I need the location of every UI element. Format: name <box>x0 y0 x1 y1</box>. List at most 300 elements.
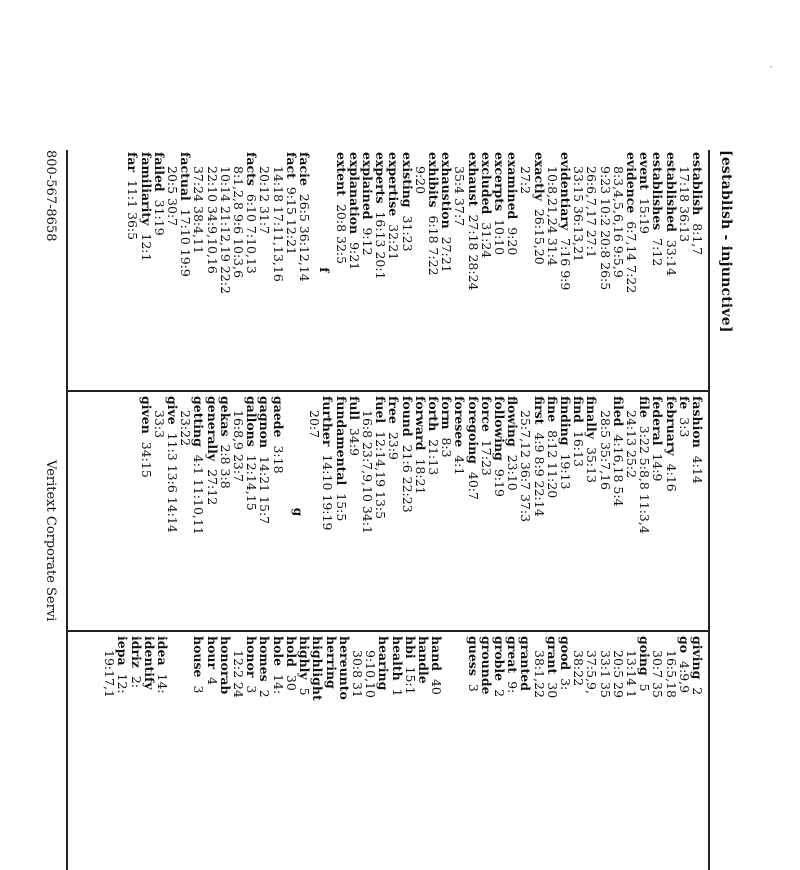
index-entry <box>205 636 218 868</box>
index-entry <box>440 152 453 388</box>
index-term: idea <box>155 636 171 666</box>
index-entry <box>348 152 361 388</box>
index-entry <box>334 152 347 388</box>
index-entry <box>427 152 440 388</box>
page-line-refs: 27:21 <box>439 236 455 273</box>
page-line-refs: 21:6 22:23 <box>399 444 415 513</box>
page-line-refs: 2 <box>690 687 705 696</box>
page-line-refs: 34:15 <box>138 441 154 478</box>
page-line-refs: 17:10 19:9 <box>178 208 194 277</box>
index-term: facie <box>297 152 313 186</box>
index-term: forward <box>412 396 428 451</box>
index-entry <box>466 396 479 628</box>
column-divider-2 <box>68 630 710 632</box>
index-term: federal <box>650 396 666 446</box>
index-term: far <box>125 152 141 173</box>
page-line-refs-continued: 16:8,9 23:7 <box>231 410 247 483</box>
page-line-refs: 34:9 <box>346 427 362 456</box>
page-line-refs: 12: <box>115 673 131 694</box>
page-line-refs: 17:23 <box>478 439 494 476</box>
index-entry <box>638 152 651 388</box>
page-line-refs: 26:5 36:12,14 <box>297 193 313 282</box>
index-entry <box>219 636 232 868</box>
page-line-refs: 40:7 <box>465 471 481 500</box>
index-term: failed <box>151 152 167 192</box>
page-line-refs: 33:14 <box>663 239 679 276</box>
top-rule <box>709 150 711 870</box>
index-entry <box>585 396 598 628</box>
index-term: finally <box>584 396 600 440</box>
page-line-refs-continued: 38:1,22 <box>531 650 547 698</box>
page-line-refs: 2: <box>128 675 144 689</box>
page-line-refs-continued: 37:5,9, <box>584 650 600 694</box>
index-term: familiarity <box>138 152 154 226</box>
index-entry <box>143 636 156 868</box>
page-line-refs-continued: 14:18 17:11,13,16 <box>270 166 286 282</box>
index-column-3 <box>103 636 704 868</box>
index-entry <box>480 396 493 628</box>
index-term: established <box>663 152 679 232</box>
index-term: hereunto <box>336 636 352 700</box>
index-term: herring <box>323 636 339 689</box>
index-term: excluded <box>478 152 494 215</box>
index-entry <box>321 396 334 628</box>
index-entry <box>506 636 519 868</box>
index-term: go <box>676 636 692 654</box>
page-line-refs-continued: 19:17,1 <box>102 650 118 698</box>
index-term: exhibits <box>425 152 441 208</box>
index-entry <box>205 396 218 628</box>
page-line-refs-continued: 30:7 35 <box>650 650 666 698</box>
index-entry <box>414 396 427 628</box>
index-entry <box>400 396 413 628</box>
page-line-refs: 15:1 <box>402 666 418 695</box>
index-term: fe <box>676 396 692 410</box>
page-line-refs: 3: <box>557 678 573 691</box>
page-line-refs: 26:15,20 <box>531 208 547 265</box>
index-entry <box>638 396 651 628</box>
index-entry <box>258 636 271 868</box>
index-entry <box>638 636 651 868</box>
index-term: house <box>191 636 207 678</box>
index-entry <box>272 636 285 868</box>
page-line-refs-continued: 28:5 35:7,16 <box>597 410 613 490</box>
footer-company: Veritext Corporate Servi <box>43 460 58 622</box>
index-entry <box>126 152 139 388</box>
page-line-refs: 12:14,19 13:5 <box>373 431 389 520</box>
index-entry <box>179 152 192 388</box>
page-line-refs: 9:12 <box>359 227 375 256</box>
index-term: handle <box>415 636 431 684</box>
page-line-refs: 2 <box>491 689 507 698</box>
index-entry <box>691 636 704 868</box>
index-term: excerpts <box>491 152 507 212</box>
index-entry <box>572 396 585 628</box>
index-term: foresee <box>452 396 468 448</box>
page-line-refs: 4:9 8:9 22:14 <box>531 432 547 517</box>
index-term: forth <box>425 396 441 432</box>
index-term: grant <box>544 636 560 675</box>
index-entry <box>361 152 374 388</box>
index-term: evidentiary <box>557 152 573 231</box>
index-entry <box>440 396 453 628</box>
index-entry <box>298 152 311 388</box>
page-line-refs-continued: 33:15 36:13,21 <box>571 166 587 262</box>
page-line-refs-continued: 27:2 <box>518 166 534 195</box>
index-term: idriz <box>128 636 144 668</box>
page-line-refs: 7:12 <box>650 238 666 267</box>
index-entry <box>129 636 142 868</box>
page-line-refs: 15:5 <box>333 493 349 522</box>
index-term: following <box>491 396 507 461</box>
page-line-refs-continued: 9:20 <box>412 166 428 195</box>
index-entry <box>338 636 351 868</box>
page-line-refs: 11:3 13:6 14:14 <box>165 432 181 533</box>
page-line-refs: 8:3 <box>439 437 455 458</box>
page-line-refs: 3 <box>244 685 260 694</box>
letter-section-heading <box>175 636 188 868</box>
index-entry <box>298 636 311 868</box>
index-entry <box>559 152 572 388</box>
index-term: filed <box>610 396 626 427</box>
index-entry <box>625 152 638 388</box>
index-entry <box>400 152 413 388</box>
page-line-refs: 12:14,15 <box>244 454 260 511</box>
page-line-refs-continued: 9:10,10 <box>363 650 379 698</box>
index-entry <box>612 396 625 628</box>
page-line-refs: 23:9 <box>386 431 402 460</box>
page-line-refs: 31:24 <box>478 222 494 259</box>
index-entry <box>664 396 677 628</box>
page-line-refs: 4:16 <box>663 463 679 492</box>
index-term: factual <box>178 152 194 201</box>
page-line-refs: 14:21 15:7 <box>257 456 273 525</box>
index-term: explained <box>359 152 375 220</box>
letter-section-heading: g <box>290 507 305 517</box>
page-line-refs: 16:13 <box>571 430 587 467</box>
index-entry <box>139 396 152 628</box>
index-term: experts <box>373 152 389 204</box>
index-term: honorab <box>217 636 233 695</box>
page-line-refs: 4:16,18 5:4 <box>610 434 626 507</box>
index-column-1 <box>126 152 704 388</box>
page-line-refs: 7:16 9:9 <box>557 238 573 291</box>
index-term: february <box>663 396 679 456</box>
page-line-refs-continued: 25:7,12 36:7 37:3 <box>518 410 534 523</box>
index-term: hbi <box>402 636 418 659</box>
page-line-refs-continued: 33:3 <box>151 410 167 439</box>
index-entry <box>559 396 572 628</box>
index-entry <box>532 396 545 628</box>
index-term: honor <box>244 636 260 678</box>
index-term: exhaust <box>465 152 481 207</box>
page-line-refs: 6:10 7:10,13 <box>244 193 260 274</box>
letter-section-heading: f <box>317 267 332 273</box>
page-line-refs: 2:8 3:8 <box>217 444 233 489</box>
index-term: hole <box>270 636 286 667</box>
index-entry <box>466 636 479 868</box>
index-entry <box>546 636 559 868</box>
index-term: existing <box>399 152 415 208</box>
index-term: flowing <box>505 396 521 447</box>
index-entry <box>311 636 324 868</box>
index-entry <box>192 396 205 628</box>
index-entry <box>272 396 285 628</box>
page-line-refs: 23:10 <box>505 454 521 491</box>
page-line-refs: 8:12 11:20 <box>544 430 560 499</box>
index-term: granted <box>518 636 534 691</box>
page-line-refs: 9:19 <box>491 468 507 497</box>
index-term: fashion <box>690 396 705 448</box>
page-line-refs-continued: 20:12 31:7 <box>257 166 273 235</box>
index-entry <box>651 396 664 628</box>
page-line-refs: 32:21 <box>386 224 402 261</box>
index-term: force <box>478 396 494 432</box>
page-line-refs: 3:3 <box>676 417 692 438</box>
index-term: homes <box>257 636 273 682</box>
index-entry <box>678 396 691 628</box>
index-entry <box>417 636 430 868</box>
index-entry <box>139 152 152 388</box>
page-line-refs-continued: 8:1,2,8 9:6 10:3,6 <box>231 166 247 279</box>
index-entry <box>427 396 440 628</box>
page-line-refs: 10:10 <box>491 219 507 256</box>
index-term: fundamental <box>333 396 349 486</box>
page-line-refs: 11:1 36:5 <box>125 180 141 241</box>
index-term: exhaustion <box>439 152 455 229</box>
index-term: highly <box>297 636 313 680</box>
index-entry <box>348 396 361 628</box>
page-line-refs: 9:21 <box>346 242 362 271</box>
index-term: establishes <box>650 152 666 231</box>
index-term: fact <box>283 152 299 179</box>
index-entry <box>192 636 205 868</box>
index-entry <box>691 152 704 388</box>
index-entry <box>156 636 169 868</box>
index-entry <box>166 396 179 628</box>
index-entry <box>404 636 417 868</box>
index-entry <box>664 152 677 388</box>
bottom-rule <box>67 150 69 870</box>
index-term: give <box>165 396 181 425</box>
page-line-refs: 3 <box>191 685 207 694</box>
page-line-refs: 4:1 11:10,11 <box>191 454 207 535</box>
page-line-refs-continued: 16:5,18 <box>663 650 679 698</box>
page-line-refs: 6:7,14 7:22 <box>623 221 639 294</box>
page-line-refs: 5 <box>637 683 653 692</box>
page-line-refs-continued: 13:14 1 <box>623 650 639 698</box>
page-line-refs-continued: 8:3,4,5,6,16 9:5,9 <box>610 166 626 278</box>
index-term: find <box>571 396 587 423</box>
index-term: going <box>637 636 653 676</box>
index-term: gaede <box>270 396 286 438</box>
column-divider-1 <box>68 390 710 392</box>
index-term: iepa <box>115 636 131 666</box>
index-term: generally <box>204 396 220 462</box>
page-line-refs: 1 <box>389 688 405 697</box>
page-line-refs-continued: 22:10 34:9,10,16 <box>204 166 220 274</box>
index-entry <box>387 152 400 388</box>
index-term: free <box>386 396 402 424</box>
index-term: event <box>637 152 653 191</box>
page-line-refs: 14:10 19:19 <box>320 454 336 531</box>
page-line-refs: 6:18 7:22 <box>425 215 441 276</box>
page-line-refs: 21:13 <box>425 439 441 476</box>
index-term: establish <box>690 152 705 216</box>
index-entry <box>480 636 493 868</box>
index-term: facts <box>244 152 260 186</box>
page-line-refs-continued: 38:22 <box>571 650 587 687</box>
index-term: identify <box>141 636 157 690</box>
page-line-refs: 4:14 <box>690 455 705 484</box>
index-term: hour <box>204 636 220 670</box>
index-term: exactly <box>531 152 547 201</box>
transcript-index-page <box>20 150 740 701</box>
index-term: guess <box>465 636 481 676</box>
index-entry <box>651 152 664 388</box>
index-entry <box>387 396 400 628</box>
page-line-refs: 27:18 28:24 <box>465 214 481 291</box>
index-term: fuel <box>373 396 389 424</box>
page-line-refs: 19:13 <box>557 453 573 490</box>
page-line-refs: 35:13 <box>584 447 600 484</box>
index-entry <box>493 396 506 628</box>
index-entry <box>480 152 493 388</box>
index-entry <box>506 152 519 388</box>
index-term: finding <box>557 396 573 446</box>
index-term: explanation <box>346 152 362 235</box>
index-term: file <box>637 396 653 418</box>
page-line-refs: 14: <box>155 673 171 694</box>
index-entry <box>466 152 479 388</box>
index-entry <box>374 396 387 628</box>
page-line-refs: 30 <box>544 682 560 699</box>
page-line-refs: 2 <box>257 689 273 698</box>
index-term: giving <box>690 636 705 680</box>
index-term: getting <box>191 396 207 447</box>
index-entry <box>324 636 337 868</box>
page-line-refs-continued: 9:23 10:2 20:8 26:5 <box>597 166 613 291</box>
page-line-refs: 4:1 <box>452 455 468 476</box>
index-term: gallons <box>244 396 260 447</box>
page-line-refs-continued: 20:7 <box>307 410 323 439</box>
index-term: health <box>389 636 405 681</box>
page-line-refs-continued: 10:8,21,24 31:4 <box>544 166 560 266</box>
page-line-refs-continued: 17:18 36:13 <box>676 166 692 243</box>
index-entry <box>519 636 532 868</box>
page-line-refs-continued: 12:2 24 <box>231 650 247 698</box>
page-line-refs: 15:19 <box>637 197 653 235</box>
page-line-refs-continued: 23:22 <box>178 410 194 447</box>
index-entry <box>334 396 347 628</box>
page-line-refs: 31:19 <box>151 199 167 236</box>
index-term: gagnon <box>257 396 273 449</box>
index-term: extent <box>333 152 349 196</box>
page-line-refs: 8:1,7 <box>690 223 705 256</box>
page-line-refs: 9:20 <box>505 227 521 256</box>
page-line-refs: 4:9,9 <box>676 661 692 694</box>
index-term: foregoing <box>465 396 481 464</box>
index-term: great <box>505 636 521 674</box>
index-entry <box>506 396 519 628</box>
index-entry <box>493 152 506 388</box>
index-term: found <box>399 396 415 437</box>
page-line-refs: 3:22 5:8,8 11:3,4 <box>637 425 653 534</box>
index-entry <box>559 636 572 868</box>
page-line-refs: 27:12 <box>204 469 220 506</box>
index-entry <box>245 152 258 388</box>
index-term: first <box>531 396 547 425</box>
letter-section-heading <box>449 636 462 868</box>
page-line-refs-continued: 26:6,7,17 27:1 <box>584 166 600 258</box>
index-term: hand <box>429 636 445 672</box>
page-line-refs-continued: 37:24 38:4,11 <box>191 166 207 254</box>
index-term: highlight <box>310 636 326 701</box>
index-entry <box>678 636 691 868</box>
page-line-refs: 16:13 20:1 <box>373 211 389 280</box>
page-line-refs: 30 <box>283 674 299 691</box>
index-term: hearing <box>376 636 392 691</box>
page-line-refs: 3 <box>465 683 481 692</box>
index-range-header: [establish - injunctive] <box>718 150 734 333</box>
page-line-refs-continued: 24:13 25:2 <box>623 410 639 479</box>
index-entry <box>493 636 506 868</box>
index-term: given <box>138 396 154 434</box>
index-term: evidence <box>623 152 639 214</box>
index-term: groble <box>491 636 507 682</box>
index-term: further <box>320 396 336 447</box>
index-entry <box>453 396 466 628</box>
index-entry <box>377 636 390 868</box>
index-term: gekas <box>217 396 233 437</box>
page-line-refs: 14:9 <box>650 453 666 482</box>
page-line-refs: 3:18 <box>270 445 286 474</box>
index-entry <box>390 636 403 868</box>
page-line-refs: 31:23 <box>399 215 415 252</box>
page-line-refs-continued: 10:14 21:12,19 22:2 <box>217 166 233 294</box>
index-entry <box>245 396 258 628</box>
page-line-refs: 20:8 32:5 <box>333 203 349 265</box>
footer-phone: 800-567-8658 <box>43 150 58 242</box>
index-entry <box>691 396 704 628</box>
page-line-refs: 9: <box>505 681 521 694</box>
page-line-refs: 4 <box>204 677 220 686</box>
index-entry <box>430 636 443 868</box>
index-column-2 <box>139 396 704 628</box>
index-entry <box>285 636 298 868</box>
index-term: fine <box>544 396 560 423</box>
index-term: form <box>439 396 455 430</box>
page-line-refs-continued: 33:1 35 <box>597 650 613 698</box>
index-term: good <box>557 636 573 671</box>
page-line-refs: 5 <box>297 687 313 696</box>
scan-speck <box>770 66 772 68</box>
page-line-refs: 40 <box>429 678 445 695</box>
index-term: grounde <box>478 636 494 695</box>
page-line-refs-continued: 30:8 31 <box>349 650 365 698</box>
index-term: hold <box>283 636 299 667</box>
page-line-refs-continued: 35:4 37:7 <box>452 166 468 227</box>
index-term: full <box>346 396 362 420</box>
page-line-refs: 14: <box>270 674 286 695</box>
index-entry <box>374 152 387 388</box>
index-entry <box>532 152 545 388</box>
index-entry <box>285 152 298 388</box>
page-line-refs-continued: 20:5 30:7 <box>165 166 181 227</box>
index-entry <box>258 396 271 628</box>
index-entry <box>245 636 258 868</box>
index-term: examined <box>505 152 521 220</box>
